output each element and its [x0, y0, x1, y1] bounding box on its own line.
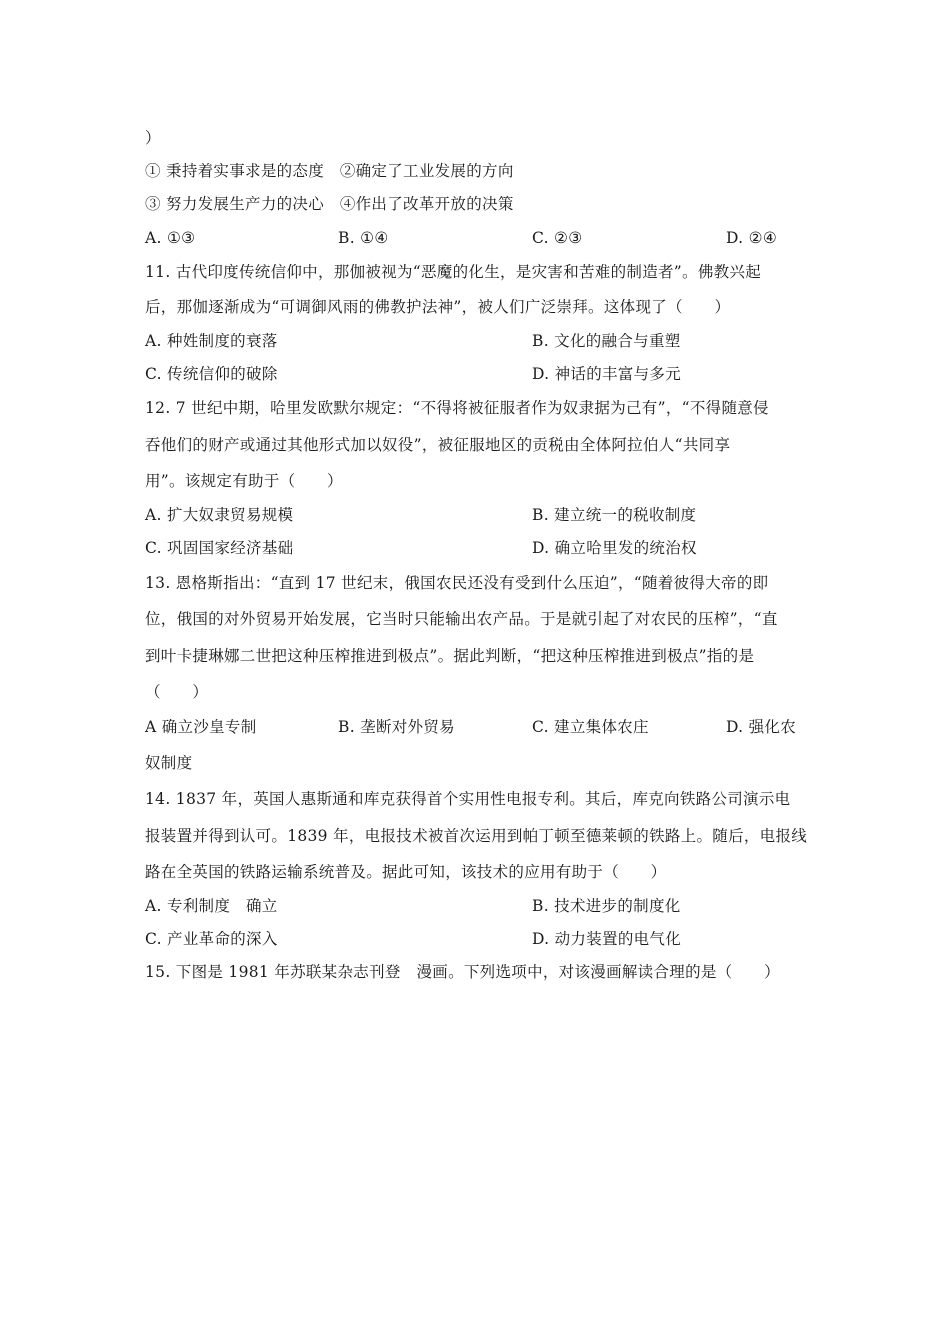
q11-stem-line-2: 后，那伽逐渐成为“可调御风雨的佛教护法神”，被人们广泛崇拜。这体现了（ ） [145, 298, 731, 316]
q13-stem-line-3: 到叶卡捷琳娜二世把这种压榨推进到极点”。据此判断，“把这种压榨推进到极点”指的是 [145, 647, 755, 665]
q13-option-d-wrap: 奴制度 [145, 754, 193, 772]
q12-option-a: A. 扩大奴隶贸易规模 [145, 506, 294, 524]
q11-option-a: A. 种姓制度的衰落 [145, 332, 278, 350]
q13-stem-line-1: 13. 恩格斯指出：“直到 17 世纪末，俄国农民还没有受到什么压迫”，“随着彼得大帝的即 [145, 574, 769, 592]
q15-stem-line-1: 15. 下图是 1981 年苏联某杂志刊登 漫画。下列选项中，对该漫画解读合理的是（ ） [145, 963, 780, 981]
q10-option-a: A. ①③ [145, 229, 196, 247]
q11-stem-line-1: 11. 古代印度传统信仰中，那伽被视为“恶魔的化生，是灾害和苦难的制造者”。佛教兴起 [145, 263, 762, 281]
q11-option-c: C. 传统信仰的破除 [145, 365, 278, 383]
q10-items-line-1: ① 秉持着实事求是的态度 ②确定了工业发展的方向 [145, 162, 514, 180]
q10-option-c: C. ②③ [532, 229, 583, 247]
q14-stem-line-3: 路在全英国的铁路运输系统普及。据此可知，该技术的应用有助于（ ） [145, 863, 667, 881]
q14-option-b: B. 技术进步的制度化 [532, 897, 681, 915]
q13-option-c: C. 建立集体农庄 [532, 718, 649, 736]
q12-option-c: C. 巩固国家经济基础 [145, 539, 294, 557]
q13-option-d: D. 强化农 [726, 718, 797, 736]
q12-stem-line-3: 用”。该规定有助于（ ） [145, 472, 343, 490]
q14-stem-line-1: 14. 1837 年，英国人惠斯通和库克获得首个实用性电报专利。其后，库克向铁路公司演示电 [145, 790, 791, 808]
q12-option-d: D. 确立哈里发的统治权 [532, 539, 697, 557]
q13-option-b: B. 垄断对外贸易 [338, 718, 455, 736]
q14-option-c: C. 产业革命的深入 [145, 930, 278, 948]
q11-option-b: B. 文化的融合与重塑 [532, 332, 681, 350]
q12-stem-line-2: 吞他们的财产或通过其他形式加以奴役”，被征服地区的贡税由全体阿拉伯人“共同享 [145, 436, 731, 454]
q10-option-d: D. ②④ [726, 229, 778, 247]
q10-items-line-2: ③ 努力发展生产力的决心 ④作出了改革开放的决策 [145, 195, 514, 213]
q13-option-a: A 确立沙皇专制 [145, 718, 257, 736]
q14-stem-line-2: 报装置并得到认可。1839 年，电报技术被首次运用到帕丁顿至德莱顿的铁路上。随后，电报线 [145, 827, 808, 845]
q13-stem-line-4: （ ） [145, 683, 209, 701]
q14-option-a: A. 专利制度 确立 [145, 897, 278, 915]
q13-stem-line-2: 位，俄国的对外贸易开始发展，它当时只能输出农产品。于是就引起了对农民的压榨”，“直 [145, 610, 778, 628]
q12-stem-line-1: 12. 7 世纪中期，哈里发欧默尔规定：“不得将被征服者作为奴隶据为己有”，“不得随意侵 [145, 399, 769, 417]
q14-option-d: D. 动力装置的电气化 [532, 930, 682, 948]
q10-option-b: B. ①④ [338, 229, 389, 247]
q12-option-b: B. 建立统一的税收制度 [532, 506, 697, 524]
q10-bracket-close: ） [145, 129, 161, 147]
q11-option-d: D. 神话的丰富与多元 [532, 365, 682, 383]
